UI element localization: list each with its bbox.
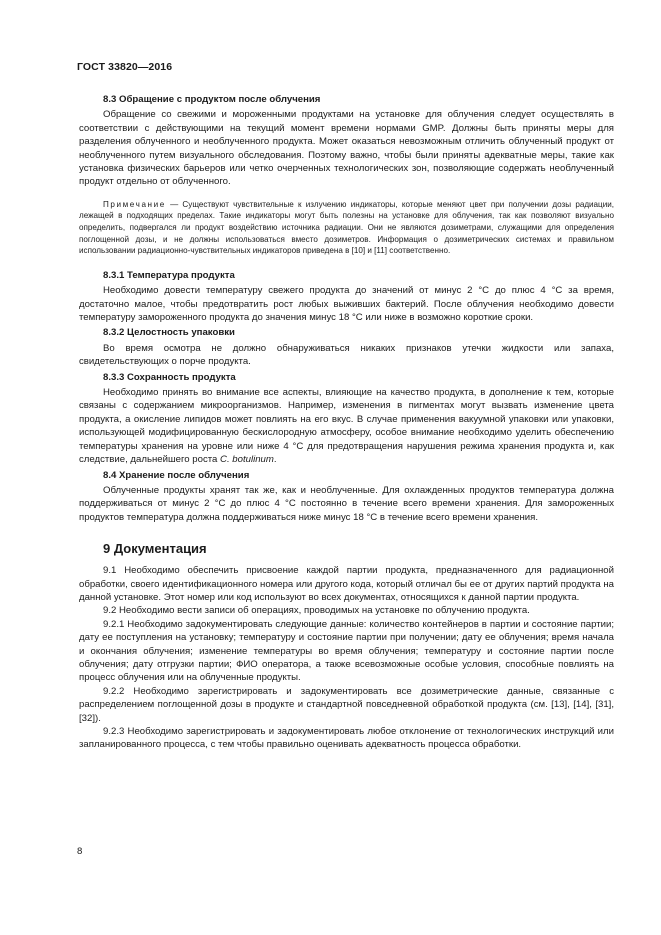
section-8-3-paragraph: Обращение со свежими и мороженными продуктами на установке для облучения следует осуществлять в соответствии с действующими на текущий момент времени нормами GMP. Должны быть приняты меры для разделения облученного и необлученного продукта. Может оказаться невозможным отличить облученный продукт от необлученного путем визуального обследования. Поэтому важно, чтобы были приняты адекватные меры, такие как установка физических барьеров или четко очерченных технологических зон, позволяющие содержать необлученный продукт отдельно от облученного.	[79, 109, 614, 188]
page-number: 8	[77, 846, 83, 857]
section-9-2-1-paragraph: 9.2.1 Необходимо задокументировать следующие данные: количество контейнеров в партии и состояние партии; дату ее поступления на установку; температуру и состояние партии при получении; дату ее облучения; время начала и окончания облучения; изменение температуры во время облучения; температуру и состояние партии после облучения; дату отгрузки партии; ФИО оператора, а также всевозможные особые условия, способные повлиять на процесс облучения или на облученные продукты.	[79, 618, 614, 684]
section-8-3-3-paragraph	[79, 386, 614, 466]
section-9-1-paragraph: 9.1 Необходимо обеспечить присвоение каждой партии продукта, предназначенного для радиационной обработки, своего идентификационного номера или другого кода, который отличал бы ее от других партий продукта на данной установке. Этот номер или код используют во всех документах, относящихся к данной партии продукта.	[79, 565, 614, 603]
section-8-3-3-heading: 8.3.3 Сохранность продукта	[103, 371, 236, 383]
section-9-heading: 9 Документация	[103, 541, 207, 557]
section-8-4-paragraph: Облученные продукты хранят так же, как и необлученные. Для охлажденных продуктов температура должна поддерживаться от минус 2 °С до плюс 4 °С постоянно в течение всего времени хранения. Для замороженных продуктов температура должна поддерживаться ниже минус 18 °С в течение всего времени хранения.	[79, 484, 614, 523]
section-8-3-2-paragraph: Во время осмотра не должно обнаруживаться никаких признаков утечки жидкости или запаха, свидетельствующих о порче продукта.	[79, 342, 614, 368]
note-text: — Существуют чувствительные к излучению индикаторы, которые меняют цвет при получении дозы радиации, лежащей в подходящих пределах. Такие индикаторы могут быть полезны на установке для облучения, так как позволяют визуально определить, подвергался ли продукт воздействию источника радиации. Они не являются дозиметрами, служащими для определения поглощенной дозы, и не должны использоваться вместо дозиметров. Информация о дозиметрических системах и правильном использовании радиационно-чувствительных индикаторов приведена в [10] и [11] соответственно.	[79, 199, 614, 256]
section-9-2-3-paragraph: 9.2.3 Необходимо зарегистрировать и задокументировать любое отклонение от технологических инструкций или запланированного процесса, с тем чтобы правильно оценивать адекватность процесса обработки.	[79, 726, 614, 751]
organism-name: C. botulinum	[220, 454, 274, 466]
standard-code-header: ГОСТ 33820—2016	[77, 61, 173, 73]
page-content	[79, 93, 614, 752]
section-8-3-2-heading: 8.3.2 Целостность упаковки	[103, 327, 235, 339]
section-8-3-3-end: .	[273, 454, 277, 466]
section-8-3-1-paragraph: Необходимо довести температуру свежего продукта до значений от минус 2 °С до плюс 4 °С за время, достаточно малое, чтобы предотвратить рост любых выживших бактерий. После облучения необходимо довести температуру замороженного продукта до значения минус 18 °С или ниже в возможно короткие сроки.	[79, 285, 614, 324]
section-8-3-heading: 8.3 Обращение с продуктом после облучения	[103, 94, 321, 105]
note-paragraph	[79, 199, 614, 257]
section-8-4-heading: 8.4 Хранение после облучения	[103, 469, 250, 481]
section-9-2-paragraph: 9.2 Необходимо вести записи об операциях, проводимых на установке по облучению продукта.	[103, 605, 530, 617]
section-9-2-2-paragraph: 9.2.2 Необходимо зарегистрировать и задокументировать все дозиметрические данные, связанные с распределением поглощенной дозы в продукте и стандартной повседневной обработкой продукта (см. [13], [14], [31], [32]).	[79, 685, 614, 724]
note-label: Примечание	[103, 199, 166, 209]
section-8-3-1-heading: 8.3.1 Температура продукта	[103, 269, 235, 281]
section-8-3-3-text: Необходимо принять во внимание все аспекты, влияющие на качество продукта, в дополнение к тем, которые связаны с содержанием микроорганизмов. Например, изменения в пигментах могут вызвать изменение цвета продукта, а окисление липидов может повлиять на его вкус. В случае применения вакуумной упаковки или упаковки, использующей модифицированную бескислородную атмосферу, особое внимание необходимо уделить обеспечению температуры хранения на уровне или ниже 4 °С для предотвращения нарушения режима хранения продукта и, как следствие, дальнейшего роста	[79, 387, 614, 466]
